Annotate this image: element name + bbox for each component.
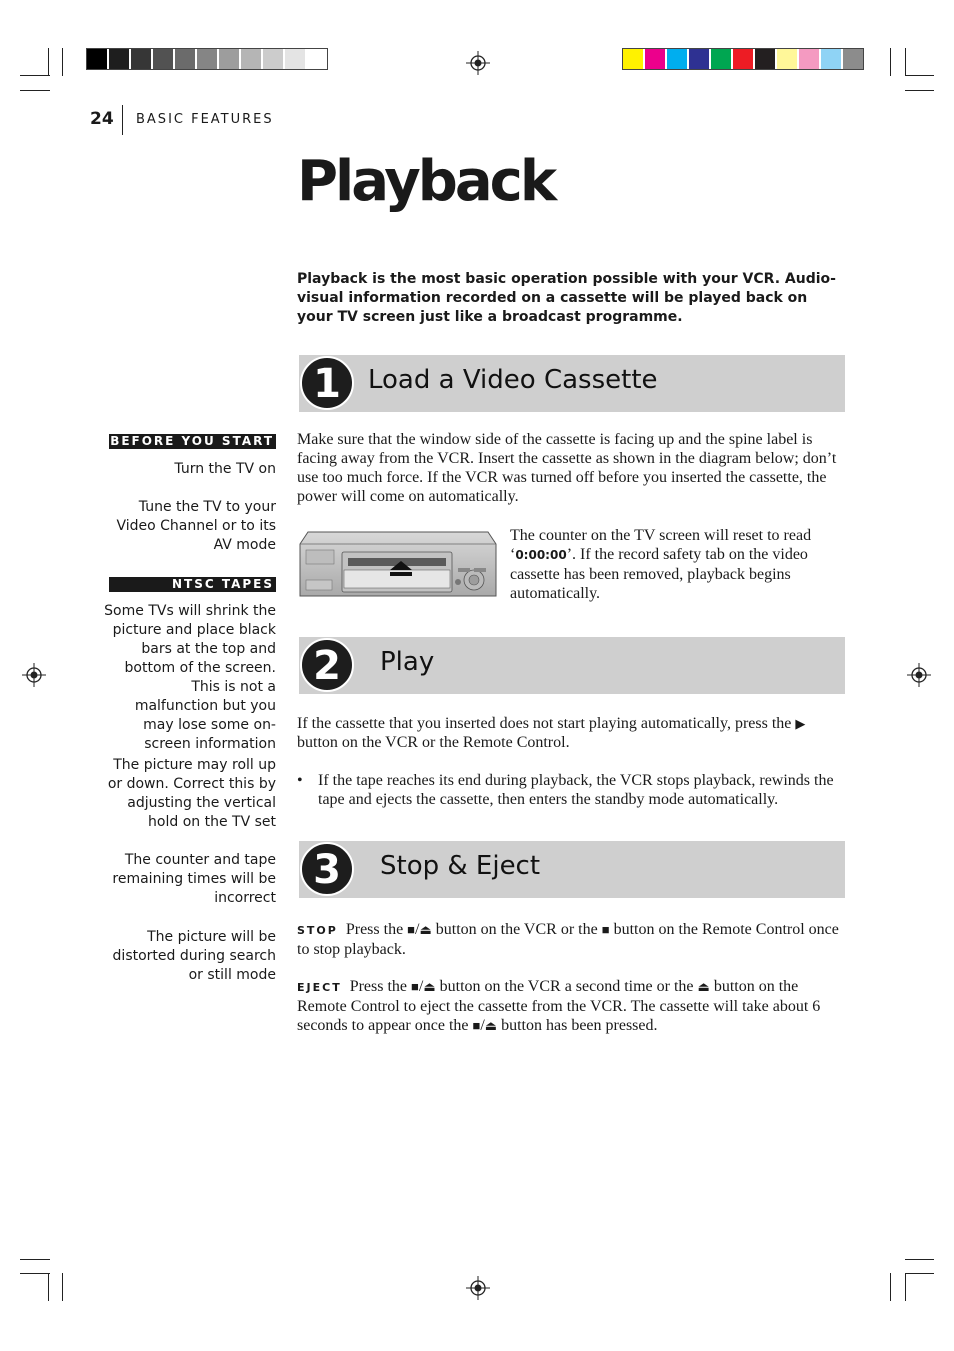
eject-text: Press the: [349, 978, 408, 995]
registration-mark-icon: [466, 51, 490, 75]
eject-icon: ⏏: [697, 979, 710, 994]
grayscale-color-bar: [86, 48, 328, 70]
page-number: 24: [90, 109, 114, 129]
eject-icon: ⏏: [423, 979, 436, 994]
color-swatch: [689, 49, 711, 69]
sidebar-note: The picture will be distorted during search or still mode: [112, 929, 276, 983]
slash: /: [415, 921, 420, 938]
color-swatch: [175, 49, 197, 69]
color-swatch: [153, 49, 175, 69]
crop-mark: [62, 1273, 63, 1301]
color-swatch: [307, 49, 327, 69]
crop-mark: [20, 1259, 50, 1260]
stop-icon: ■: [472, 1018, 481, 1033]
step-1-text: Make sure that the window side of the cassette is facing up and the spine label is facing away from the VCR. Insert the cassette as shown in the diagram below; don’t use too much force. If the VCR was turned off before you inserted the cassette, the power will come on automatically.: [297, 431, 837, 505]
eject-text: button has been pressed.: [501, 1017, 658, 1034]
eject-text: button on the Remote Control to eject the cassette from the VCR. The cassette will take about 6 seconds to appear once the: [297, 978, 821, 1034]
slash: /: [480, 1017, 485, 1034]
section-label: BASIC FEATURES: [136, 112, 274, 127]
eject-icon: ⏏: [484, 1018, 498, 1033]
color-swatch: [667, 49, 689, 69]
header-divider: [122, 105, 123, 135]
crop-mark: [905, 48, 906, 76]
bullet-item: If the tape reaches its end during playback, the VCR stops playback, rewinds the tape and ejects the cassette, then enters the standby mode automatically.: [318, 772, 834, 808]
counter-value: 0:00:00: [515, 548, 567, 562]
crop-mark: [20, 90, 50, 91]
color-swatch: [733, 49, 755, 69]
crop-mark: [905, 75, 934, 76]
step-2-text: [297, 714, 842, 752]
color-swatch: [755, 49, 777, 69]
color-swatch: [241, 49, 263, 69]
counter-note-text: ’. If the record safety tab on the video cassette has been removed, playback begins automatically.: [510, 546, 808, 602]
eject-icon: ⏏: [419, 922, 432, 937]
vcr-illustration: [298, 530, 498, 602]
crop-mark: [905, 1273, 934, 1274]
counter-reset-note: [510, 526, 840, 603]
color-swatch: [87, 49, 109, 69]
color-swatch: [109, 49, 131, 69]
color-swatch: [821, 49, 843, 69]
crop-mark: [890, 48, 891, 76]
step-2-header: [299, 637, 845, 694]
crop-mark: [48, 48, 49, 76]
stop-text: button on the Remote Control once to stop playback.: [297, 921, 839, 958]
step-number-badge: 3: [300, 842, 354, 896]
color-swatch: [711, 49, 733, 69]
crop-mark: [48, 1273, 49, 1301]
slash: /: [418, 978, 424, 995]
step-title: Play: [380, 647, 435, 677]
before-you-start-heading: BEFORE YOU START: [110, 434, 274, 448]
page-title: Playback: [297, 149, 555, 214]
stop-instruction: [297, 920, 845, 959]
play-icon: ▶: [795, 716, 806, 731]
intro-paragraph: Playback is the most basic operation possible with your VCR. Audio-visual information recorded on a cassette will be played back on your TV screen just like a broadcast programme.: [297, 271, 836, 325]
step-3-header: [299, 841, 845, 898]
sidebar-note: Turn the TV on: [174, 461, 276, 477]
stop-icon: ■: [411, 979, 419, 994]
play-instruction: button on the VCR or the Remote Control.: [297, 734, 570, 751]
sidebar-note: Tune the TV to your Video Channel or to its AV mode: [116, 499, 276, 553]
crop-mark: [905, 1259, 934, 1260]
eject-instruction: [297, 977, 845, 1035]
color-swatch: [219, 49, 241, 69]
crop-mark: [905, 90, 934, 91]
registration-mark-icon: [466, 1276, 490, 1300]
stop-text: Press the: [345, 921, 404, 938]
stop-icon: ■: [601, 922, 610, 937]
crop-mark: [890, 1273, 891, 1301]
registration-mark-icon: [907, 663, 931, 687]
color-swatch: [197, 49, 219, 69]
step-number-badge: 1: [300, 356, 354, 410]
play-instruction: If the cassette that you inserted does not start playing automatically, press the: [297, 715, 792, 732]
color-swatch: [645, 49, 667, 69]
counter-note-text: The counter on the TV screen will reset to read ‘: [510, 527, 812, 563]
crop-mark: [905, 1273, 906, 1301]
eject-text: button on the VCR a second time or the: [439, 978, 694, 995]
sidebar-note: The counter and tape remaining times will be incorrect: [112, 852, 276, 906]
stop-label: STOP: [297, 924, 338, 937]
sidebar-note: The picture may roll up or down. Correct this by adjusting the vertical hold on the TV set: [107, 757, 276, 830]
process-color-bar: [622, 48, 864, 70]
registration-mark-icon: [22, 663, 46, 687]
color-swatch: [285, 49, 307, 69]
crop-mark: [20, 1273, 50, 1274]
bullet-icon: •: [297, 772, 303, 789]
step-1-header: [299, 355, 845, 412]
step-title: Load a Video Cassette: [368, 365, 658, 395]
color-swatch: [843, 49, 863, 69]
eject-label: EJECT: [297, 981, 342, 994]
stop-icon: ■: [407, 922, 416, 937]
color-swatch: [623, 49, 645, 69]
sidebar-note: Some TVs will shrink the picture and place black bars at the top and bottom of the screen. This is not a malfunction but you may lose some on-screen information: [104, 603, 276, 752]
color-swatch: [131, 49, 153, 69]
stop-text: button on the VCR or the: [435, 921, 598, 938]
color-swatch: [777, 49, 799, 69]
ntsc-tapes-heading: NTSC TAPES: [109, 577, 276, 592]
crop-mark: [20, 75, 50, 76]
color-swatch: [799, 49, 821, 69]
step-number-badge: 2: [300, 638, 354, 692]
crop-mark: [62, 48, 63, 76]
color-swatch: [263, 49, 285, 69]
step-title: Stop & Eject: [380, 851, 541, 881]
